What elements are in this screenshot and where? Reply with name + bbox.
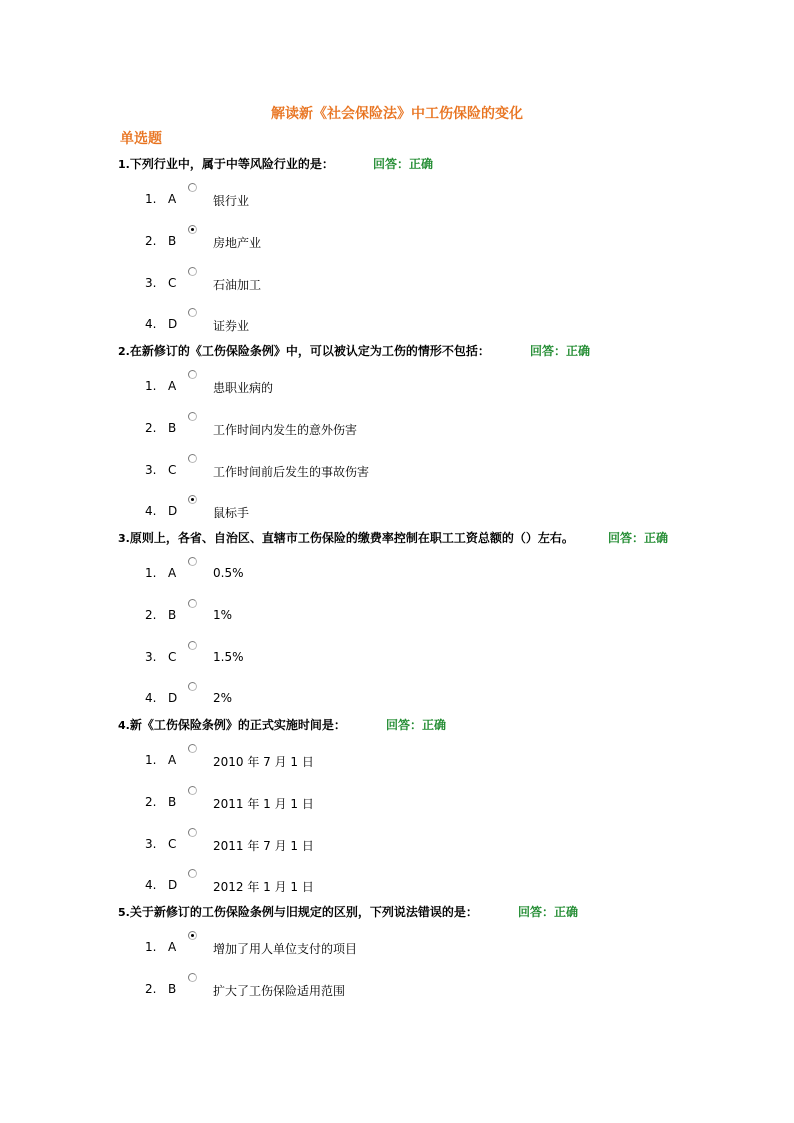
radio-button[interactable] [188,267,197,276]
option-text: 银行业 [213,194,250,208]
option-text: 鼠标手 [213,506,250,520]
option-index: 4. [145,317,157,331]
radio-dot-icon [191,498,194,501]
question-text [118,903,478,920]
option-index: 1. [145,940,157,954]
option-row[interactable] [0,504,794,524]
option-letter: B [168,421,177,435]
option-row[interactable] [0,878,794,898]
option-row[interactable] [0,650,794,670]
option-letter: A [168,192,177,206]
option-letter: C [168,650,177,664]
section-heading: 单选题 [120,131,162,147]
option-row[interactable] [0,566,794,586]
option-letter: A [168,753,177,767]
question-number: 4. [118,719,130,732]
option-row[interactable] [0,837,794,857]
option-letter: B [168,795,177,809]
question-prompt: 下列行业中，属于中等风险行业的是： [129,157,334,171]
option-row[interactable] [0,379,794,399]
answer-status: 回答：正确 [530,344,591,358]
question-text [118,342,490,359]
option-letter: D [168,504,178,518]
option-row[interactable] [0,317,794,337]
radio-button[interactable] [188,412,197,421]
radio-button[interactable] [188,454,197,463]
option-index: 1. [145,379,157,393]
option-text: 石油加工 [213,278,262,292]
option-row[interactable] [0,795,794,815]
radio-button-selected[interactable] [188,225,197,234]
option-index: 4. [145,504,157,518]
question-number: 5. [118,906,130,919]
option-letter: D [168,878,178,892]
option-row[interactable] [0,421,794,441]
radio-button[interactable] [188,308,197,317]
option-text: 患职业病的 [213,381,274,395]
radio-button-selected[interactable] [188,931,197,940]
option-index: 1. [145,192,157,206]
question-text [118,716,346,733]
question-prompt: 在新修订的《工伤保险条例》中，可以被认定为工伤的情形不包括： [129,344,490,358]
question-prompt: 新《工伤保险条例》的正式实施时间是： [129,718,346,732]
option-text: 2012 年 1 月 1 日 [213,880,314,894]
option-row[interactable] [0,753,794,773]
option-index: 2. [145,982,157,996]
option-index: 3. [145,837,157,851]
option-text: 房地产业 [213,236,262,250]
radio-button[interactable] [188,744,197,753]
radio-button[interactable] [188,599,197,608]
option-index: 3. [145,650,157,664]
option-letter: A [168,566,177,580]
option-row[interactable] [0,192,794,212]
option-index: 1. [145,753,157,767]
option-text: 0.5% [213,566,244,580]
question-text [118,155,334,172]
option-text: 工作时间内发生的意外伤害 [213,423,358,437]
question-prompt: 关于新修订的工伤保险条例与旧规定的区别，下列说法错误的是： [129,905,478,919]
option-letter: B [168,234,177,248]
option-letter: D [168,691,178,705]
option-row[interactable] [0,234,794,254]
option-text: 1.5% [213,650,244,664]
option-letter: C [168,276,177,290]
option-index: 2. [145,608,157,622]
radio-dot-icon [191,228,194,231]
option-text: 2011 年 7 月 1 日 [213,839,314,853]
option-letter: A [168,940,177,954]
question-number: 3. [118,532,130,545]
radio-button-selected[interactable] [188,495,197,504]
radio-button[interactable] [188,828,197,837]
option-letter: C [168,463,177,477]
document-title: 解读新《社会保险法》中工伤保险的变化 [271,106,523,122]
option-index: 4. [145,691,157,705]
option-letter: C [168,837,177,851]
option-text: 增加了用人单位支付的项目 [213,942,358,956]
radio-button[interactable] [188,682,197,691]
option-letter: B [168,608,177,622]
option-text: 扩大了工伤保险适用范围 [213,984,346,998]
option-index: 1. [145,566,157,580]
option-index: 2. [145,234,157,248]
radio-dot-icon [191,934,194,937]
radio-button[interactable] [188,786,197,795]
question-number: 1. [118,158,130,171]
option-row[interactable] [0,608,794,628]
radio-button[interactable] [188,973,197,982]
radio-button[interactable] [188,869,197,878]
option-row[interactable] [0,982,794,1002]
option-index: 4. [145,878,157,892]
option-letter: D [168,317,178,331]
option-text: 2010 年 7 月 1 日 [213,755,314,769]
option-row[interactable] [0,276,794,296]
answer-status: 回答：正确 [608,531,669,545]
question-prompt: 原则上，各省、自治区、直辖市工伤保险的缴费率控制在职工工资总额的（）左右。 [129,531,574,545]
option-text: 证券业 [213,319,250,333]
radio-button[interactable] [188,557,197,566]
radio-button[interactable] [188,370,197,379]
option-text: 2% [213,691,233,705]
answer-status: 回答：正确 [373,157,434,171]
question-text [118,529,574,546]
option-index: 3. [145,463,157,477]
answer-status: 回答：正确 [386,718,447,732]
option-row[interactable] [0,463,794,483]
option-letter: A [168,379,177,393]
option-index: 2. [145,421,157,435]
radio-button[interactable] [188,183,197,192]
option-row[interactable] [0,691,794,711]
option-index: 2. [145,795,157,809]
answer-status: 回答：正确 [518,905,579,919]
option-row[interactable] [0,940,794,960]
option-text: 1% [213,608,233,622]
question-number: 2. [118,345,130,358]
radio-button[interactable] [188,641,197,650]
option-letter: B [168,982,177,996]
option-index: 3. [145,276,157,290]
option-text: 2011 年 1 月 1 日 [213,797,314,811]
option-text: 工作时间前后发生的事故伤害 [213,465,370,479]
